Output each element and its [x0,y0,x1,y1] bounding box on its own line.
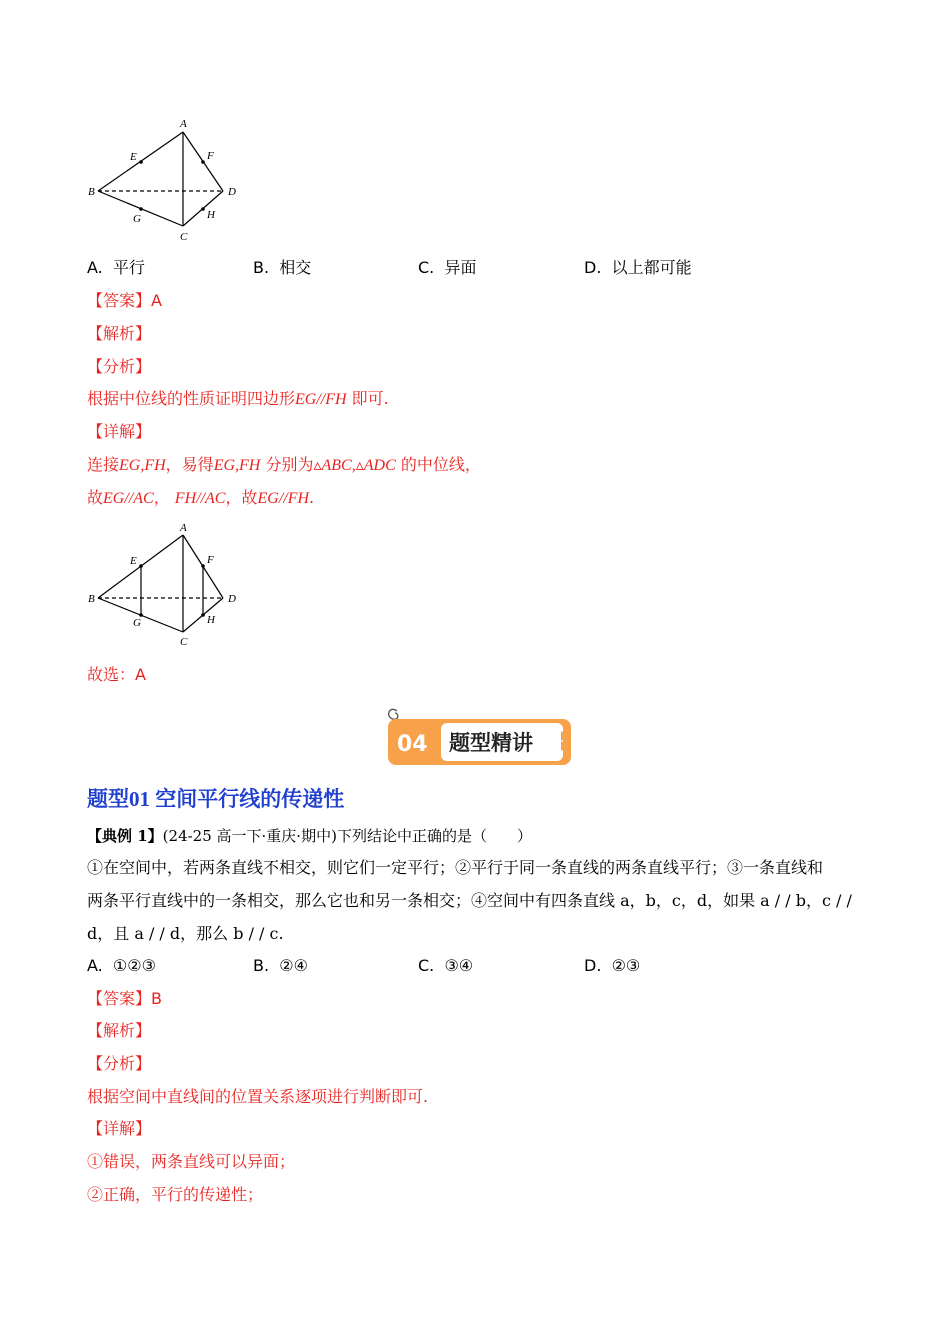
q1-fenxi-text: 根据空间中直线间的位置关系逐项进行判断即可. [87,1087,429,1106]
banner-graphic [383,703,573,769]
fenxi-text: 根据中位线的性质证明四边形EG//FH 即可. [87,389,389,408]
option-d: D. 以上都可能 [584,258,692,277]
label-E: E [130,555,137,567]
section-banner [383,703,573,769]
section-title: 题型01 空间平行线的传递性 [87,787,345,811]
label-F: F [207,554,214,566]
q1-detail-1: ①错误，两条直线可以异面； [87,1152,296,1171]
label-H: H [207,209,215,221]
answer-line: 【答案】A [87,291,162,310]
option-a: A. 平行 [87,258,145,277]
q1-line-2: 两条平行直线中的一条相交，那么它也和另一条相交；④空间中有四条直线 a，b，c，d，如果 a / / b，c / / [87,891,852,910]
q1-line-3: d，且 a / / d，那么 b / / c. [87,924,284,943]
label-C: C [180,636,188,648]
label-B: B [88,186,95,198]
label-D: D [228,186,236,198]
q1-analysis-label: 【解析】 [87,1021,152,1040]
q1-detail-label: 【详解】 [87,1119,152,1138]
label-A: A [180,118,187,130]
q1-option-b: B. ②④ [253,956,308,975]
q1-line-1: ①在空间中，若两条直线不相交，则它们一定平行；②平行于同一条直线的两条直线平行；③一条直线和 [87,858,824,877]
q1-stem: 【典例 1】(24-25 高一下·重庆·期中)下列结论中正确的是（ ） [87,827,532,845]
analysis-label: 【解析】 [87,324,152,343]
detail-line-2: 故EG//AC， FH//AC，故EG//FH. [87,488,315,507]
banner-number: 04 [397,732,428,757]
q1-option-c: C. ③④ [418,956,474,975]
label-B: B [88,593,95,605]
q1-answer-line: 【答案】B [87,989,162,1008]
option-b: B. 相交 [253,258,312,277]
choose-line: 故选：A [87,665,146,684]
detail-label: 【详解】 [87,422,152,441]
q1-option-a: A. ①②③ [87,956,156,975]
label-G: G [133,617,141,629]
option-c: C. 异面 [418,258,477,277]
q1-detail-2: ②正确，平行的传递性； [87,1185,264,1204]
label-D: D [228,593,236,605]
label-F: F [207,150,214,162]
label-H: H [207,614,215,626]
q1-fenxi-label: 【分析】 [87,1054,152,1073]
tetrahedron-figure-2 [85,518,245,648]
label-A: A [180,522,187,534]
label-G: G [133,213,141,225]
tetrahedron-figure-1 [85,115,245,245]
fenxi-label: 【分析】 [87,357,152,376]
banner-title: 题型精讲 [449,731,533,755]
q1-option-d: D. ②③ [584,956,641,975]
label-C: C [180,231,188,243]
detail-line-1: 连接EG,FH，易得EG,FH 分别为▵ABC,▵ADC 的中位线， [87,455,481,474]
label-E: E [130,151,137,163]
